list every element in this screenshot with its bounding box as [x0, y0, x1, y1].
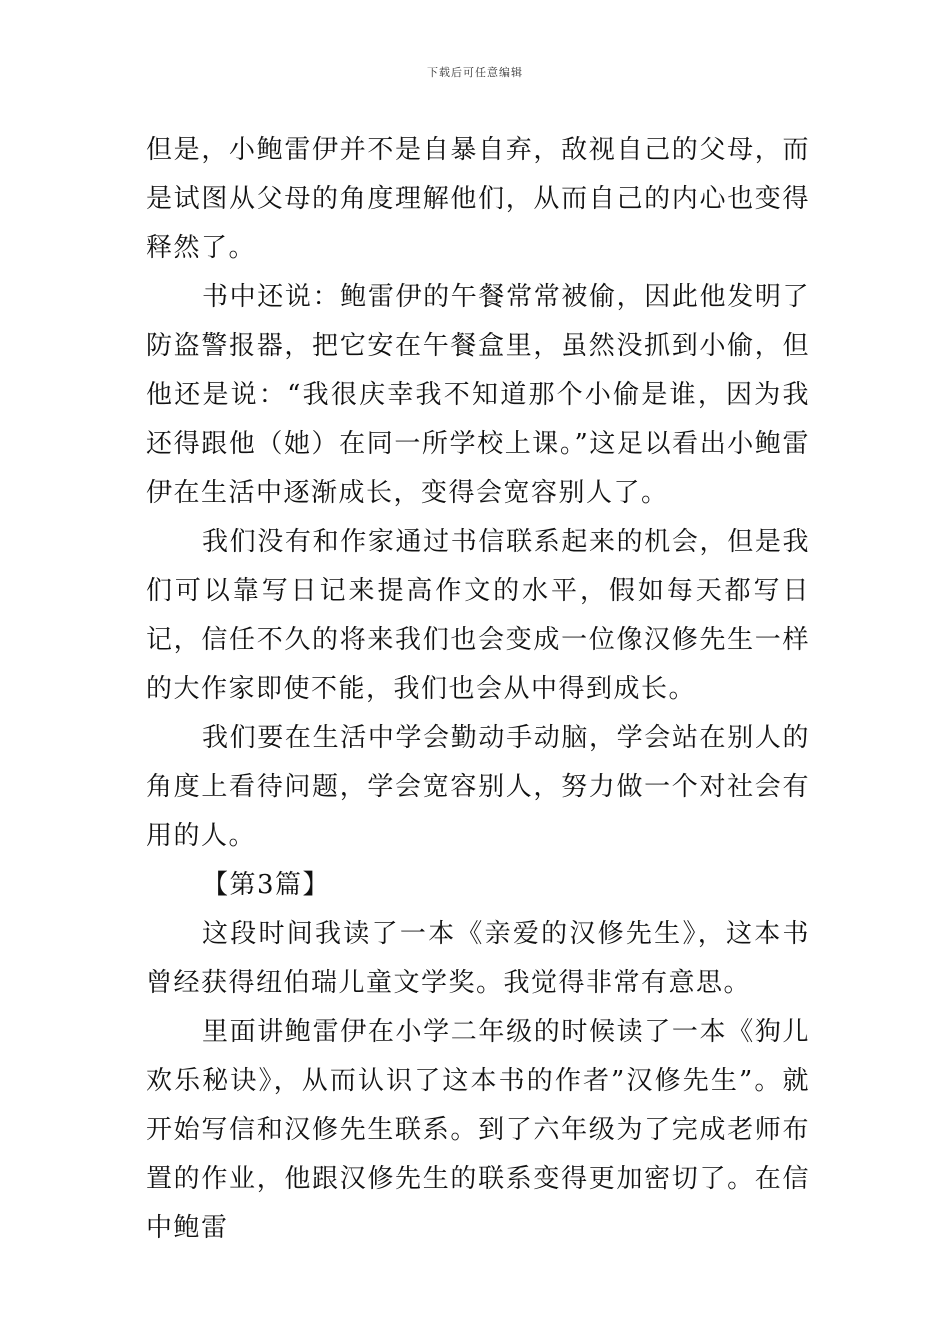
paragraph-2: 书中还说：鲍雷伊的午餐常常被偷，因此他发明了防盗警报器，把它安在午餐盒里，虽然没抓到小偷，但他还是说：“我很庆幸我不知道那个小偷是谁，因为我还得跟他（她）在同一所学校上课。”这足以看出小鲍雷伊在生活中逐渐成长，变得会宽容别人了。 [146, 282, 810, 508]
paragraph-5: 这段时间我读了一本《亲爱的汉修先生》，这本书曾经获得纽伯瑞儿童文学奖。我觉得非常有意思。 [146, 919, 810, 998]
section-heading: 【第3篇】 [202, 870, 331, 900]
page-header: 下载后可任意编辑 [427, 66, 523, 79]
paragraph-6: 里面讲鲍雷伊在小学二年级的时候读了一本《狗儿欢乐秘诀》，从而认识了这本书的作者”汉修先生”。就开始写信和汉修先生联系。到了六年级为了完成老师布置的作业，他跟汉修先生的联系变得更加密切了。在信中鲍雷 [146, 1017, 810, 1243]
paragraph-4: 我们要在生活中学会勤动手动脑，学会站在别人的角度上看待问题，学会宽容别人，努力做一个对社会有用的人。 [146, 723, 810, 851]
paragraph-3: 我们没有和作家通过书信联系起来的机会，但是我们可以靠写日记来提高作文的水平，假如每天都写日记，信任不久的将来我们也会变成一位像汉修先生一样的大作家即使不能，我们也会从中得到成长。 [146, 527, 810, 704]
document-body [146, 126, 810, 1253]
paragraph-1: 但是，小鲍雷伊并不是自暴自弃，敌视自己的父母，而是试图从父母的角度理解他们，从而自己的内心也变得释然了。 [146, 135, 810, 263]
